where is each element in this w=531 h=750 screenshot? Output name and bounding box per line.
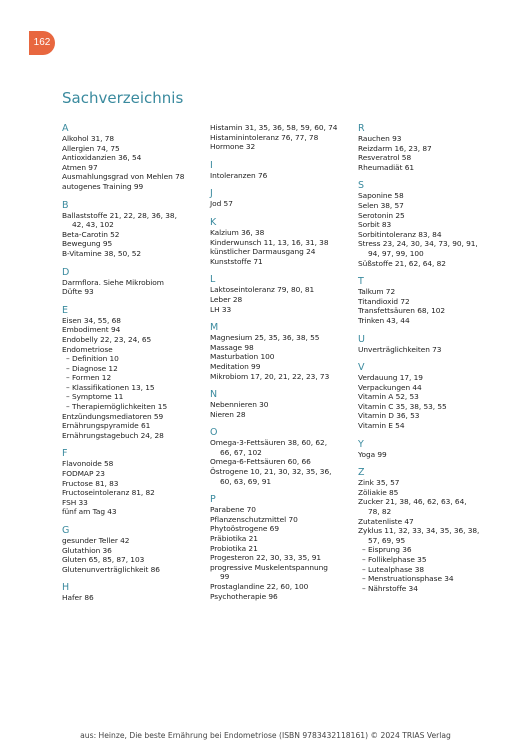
index-letter-heading: E [62,304,69,316]
index-entry: fünf am Tag 43 [62,507,117,517]
index-entry: Verdauung 17, 19 [358,373,423,383]
index-letter-heading: M [210,322,219,334]
index-entry: gesunder Teller 42 [62,536,130,545]
index-letter-heading: Z [358,467,365,479]
index-letter-heading: S [358,180,365,192]
index-entry: Reizdarm 16, 23, 87 [358,143,432,153]
page-number-badge: 162 [29,31,55,55]
index-entry: Hafer 86 [62,593,94,603]
index-entry: Serotonin 25 [358,210,405,220]
index-entry: Probiotika 21 [210,543,258,553]
index-column-3 [358,123,483,593]
index-entry: 42, 43, 102 [72,220,114,230]
index-entry: 99 [220,572,230,582]
index-letter-heading: I [210,159,213,171]
index-entry: Vitamin E 54 [358,421,405,431]
index-column-1 [62,123,200,603]
index-entry: Zöliakie 85 [358,487,399,497]
index-entry: Masturbation 100 [210,352,275,362]
copyright-footer: aus: Heinze, Die beste Ernährung bei Endometriose (ISBN 9783432118161) © 2024 TRIAS Verlag [80,731,451,740]
index-entry: Süßstoffe 21, 62, 64, 82 [358,258,446,268]
index-entry: Glutathion 36 [62,545,112,555]
index-entry: Darmflora. Siehe Mikrobiom [62,277,164,287]
index-entry: Glutenunverträglichkeit 86 [62,564,160,574]
index-entry: Progesteron 22, 30, 33, 35, 91 [210,553,322,563]
index-letter-heading: A [62,123,69,134]
index-entry: Vitamin D 36, 53 [358,411,420,421]
index-entry: Vitamin A 52, 53 [358,392,419,402]
index-letter-heading: N [210,389,218,401]
index-entry: Kunststoffe 71 [210,256,263,266]
index-entry: Vitamin C 35, 38, 53, 55 [358,401,447,411]
index-entry: Leber 28 [210,294,243,304]
index-entry: Histaminintoleranz 76, 77, 78 [210,132,319,142]
index-entry: Rheumadiät 61 [358,162,415,172]
index-entry: Nebennieren 30 [210,400,269,410]
index-entry: Kalzium 36, 38 [210,227,265,237]
index-entry: Fructoseintoleranz 81, 82 [62,488,155,498]
index-entry: Kinderwunsch 11, 13, 16, 31, 38 [210,237,329,247]
index-letter-heading: D [62,266,70,278]
index-entry: progressive Muskelentspannung [210,562,328,572]
index-entry: Düfte 93 [62,287,94,297]
index-entry: FSH 33 [62,497,88,507]
index-entry: Präbiotika 21 [210,534,258,544]
index-entry: Atmen 97 [62,162,98,172]
index-entry: Parabene 70 [210,505,256,515]
index-entry: – Definition 10 [66,354,119,364]
index-letter-heading: J [210,188,213,200]
index-letter-heading: V [358,362,365,374]
index-entry: Östrogene 10, 21, 30, 32, 35, 36, [210,467,332,477]
index-entry: Selen 38, 57 [358,200,404,210]
index-entry: 57, 69, 95 [368,535,406,545]
index-entry: Psychotherapie 96 [210,591,278,601]
index-entry: Embodiment 94 [62,325,121,335]
index-entry: Flavonoide 58 [62,459,114,469]
index-entry: Verpackungen 44 [358,382,422,392]
index-entry: Fructose 81, 83 [62,478,119,488]
index-letter-heading: P [210,494,216,506]
index-entry: Trinken 43, 44 [358,315,410,325]
index-entry: Histamin 31, 35, 36, 58, 59, 60, 74 [210,123,338,132]
index-entry: – Symptome 11 [66,392,124,402]
index-entry: Zink 35, 57 [358,478,400,488]
index-entry: autogenes Training 99 [62,181,144,191]
index-entry: Omega-3-Fettsäuren 38, 60, 62, [210,438,327,448]
index-entry: Massage 98 [210,342,254,352]
index-entry: Zutatenliste 47 [358,516,414,526]
index-entry: Magnesium 25, 35, 36, 38, 55 [210,333,320,343]
index-letter-heading: B [62,199,69,211]
index-entry: Ernährungstagebuch 24, 28 [62,430,164,440]
index-entry: Endometriose [62,344,113,354]
index-entry: Ballaststoffe 21, 22, 28, 36, 38, [62,210,177,220]
index-entry: Sorbitintoleranz 83, 84 [358,229,442,239]
index-entry: FODMAP 23 [62,469,105,479]
index-entry: – Formen 12 [66,373,112,383]
index-entry: Talkum 72 [358,287,396,297]
index-entry: Prostaglandine 22, 60, 100 [210,582,309,591]
index-entry: Laktoseintoleranz 79, 80, 81 [210,285,315,295]
index-entry: Intoleranzen 76 [210,170,268,180]
index-letter-heading: O [210,427,218,439]
index-entry: Sorbit 83 [358,220,392,230]
index-letter-heading: U [358,333,365,345]
index-entry: Antioxidanzien 36, 54 [62,153,142,163]
index-entry: Jod 57 [210,199,233,209]
index-letter-heading: T [358,276,364,288]
index-letter-heading: Y [358,438,364,450]
index-entry: Meditation 99 [210,361,261,371]
index-entry: Entzündungsmediatoren 59 [62,411,164,421]
index-entry: – Follikelphase 35 [362,555,427,564]
index-column-2 [210,123,348,601]
index-entry: Beta-Carotin 52 [62,229,120,239]
index-letter-heading: H [62,582,70,594]
index-entry: – Menstruationsphase 34 [362,574,454,584]
index-letter-heading: K [210,216,217,228]
index-entry: B-Vitamine 38, 50, 52 [62,248,142,258]
index-entry: Zucker 21, 38, 46, 62, 63, 64, [358,497,467,507]
index-letter-heading: R [358,123,365,134]
index-entry: Omega-6-Fettsäuren 60, 66 [210,457,311,467]
index-entry: Gluten 65, 85, 87, 103 [62,555,145,565]
index-entry: Resveratrol 58 [358,153,412,163]
index-entry: Nieren 28 [210,409,246,419]
index-entry: 66, 67, 102 [220,447,262,457]
index-entry: 94, 97, 99, 100 [368,248,424,258]
index-entry: – Therapiemöglichkeiten 15 [66,402,168,412]
index-entry: Bewegung 95 [62,239,113,249]
index-letter-heading: L [210,274,216,286]
index-entry: Endobelly 22, 23, 24, 65 [62,334,152,344]
index-entry: 60, 63, 69, 91 [220,476,272,486]
index-entry: Stress 23, 24, 30, 34, 73, 90, 91, [358,239,478,249]
index-entry: – Klassifikationen 13, 15 [66,382,155,392]
index-entry: künstlicher Darmausgang 24 [210,247,316,257]
index-entry: Alkohol 31, 78 [62,134,115,143]
index-entry: Ausmahlungsgrad von Mehlen 78 [62,172,185,182]
index-entry: Eisen 34, 55, 68 [62,315,121,325]
index-entry: Phytoöstrogene 69 [210,524,279,534]
index-entry: Mikrobiom 17, 20, 21, 22, 23, 73 [210,371,330,381]
page-title: Sachverzeichnis [62,89,184,107]
index-entry: Yoga 99 [358,449,387,459]
index-entry: Unverträglichkeiten 73 [358,344,442,354]
index-letter-heading: G [62,525,70,536]
index-entry: Transfettsäuren 68, 102 [358,306,446,316]
index-entry: – Lutealphase 38 [362,564,424,574]
index-entry: – Diagnose 12 [66,363,118,373]
index-entry: – Eisprung 36 [362,545,412,555]
index-entry: Pflanzenschutzmittel 70 [210,514,298,524]
index-entry: Saponine 58 [358,191,404,201]
index-entry: Ernährungspyramide 61 [62,421,151,431]
index-entry: 78, 82 [368,507,392,517]
index-entry: Zyklus 11, 32, 33, 34, 35, 36, 38, [358,526,480,536]
index-entry: Hormone 32 [210,142,256,152]
index-entry: – Nährstoffe 34 [362,583,418,593]
index-entry: Allergien 74, 75 [62,143,120,153]
index-letter-heading: F [62,448,68,460]
index-entry: Titandioxid 72 [358,296,410,306]
index-entry: Rauchen 93 [358,134,402,143]
index-entry: LH 33 [210,304,232,314]
